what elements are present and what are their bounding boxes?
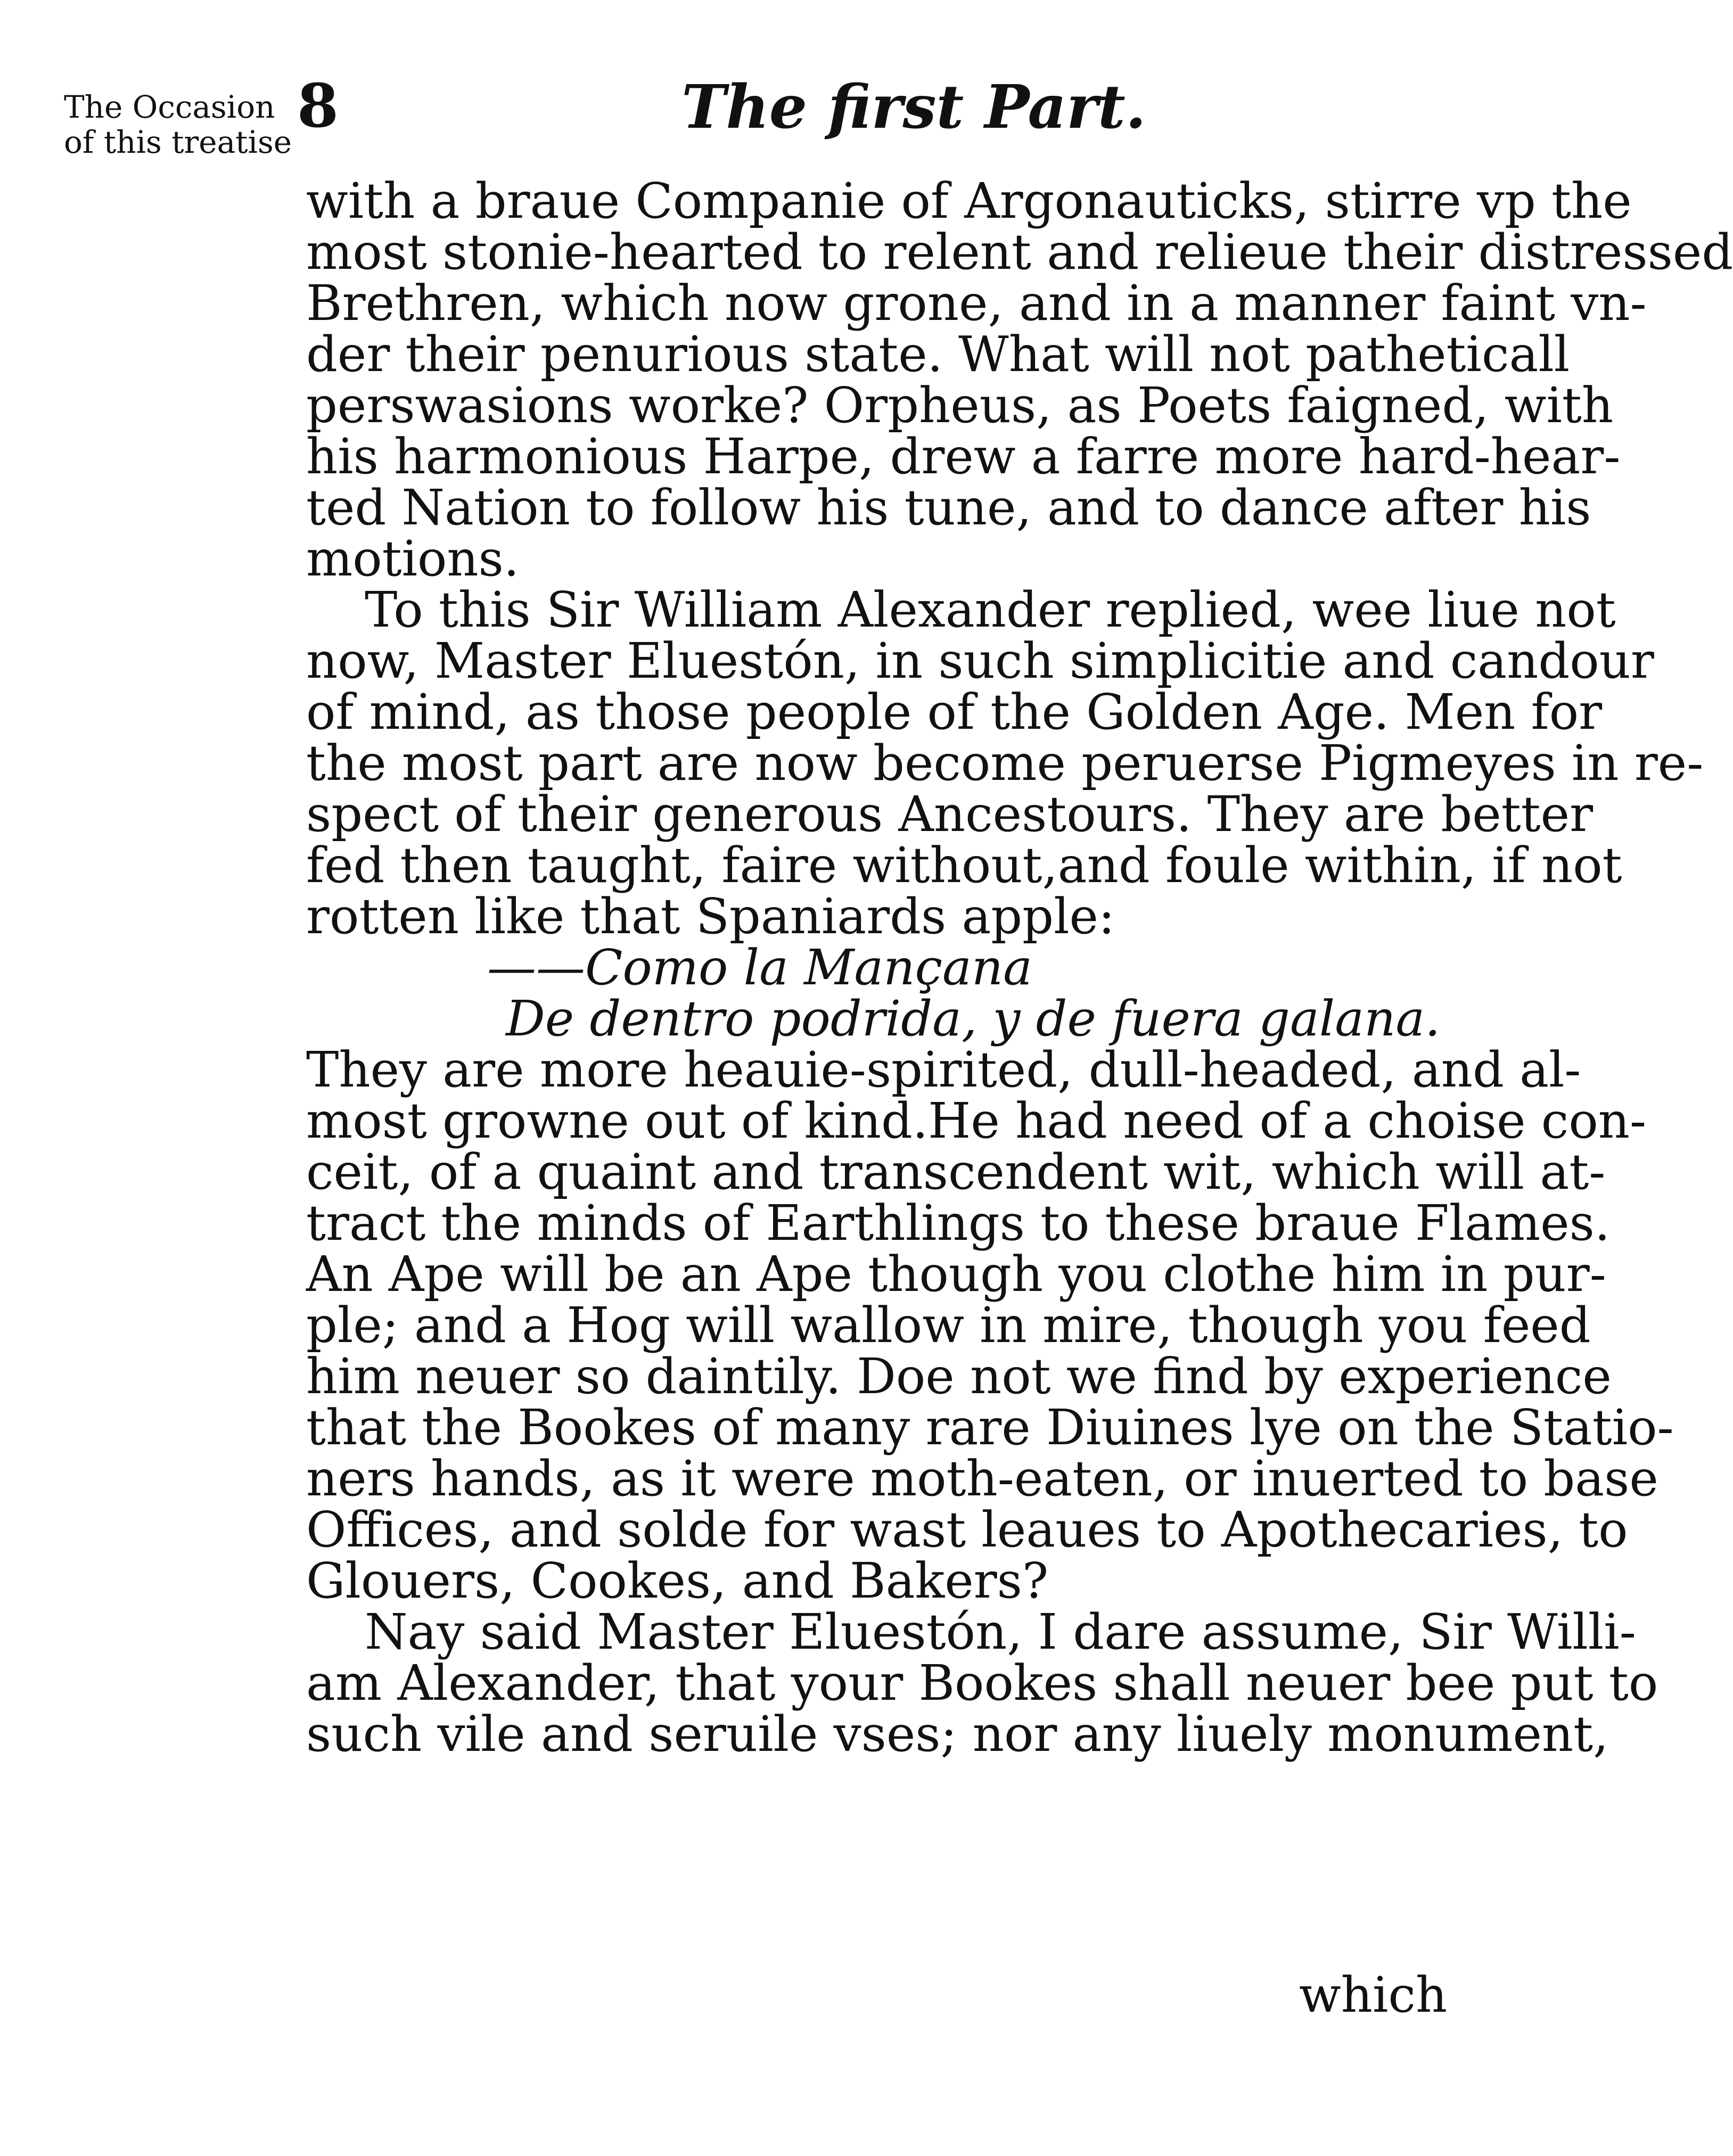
text-line: spect of their generous Ancestours. They are better (306, 786, 1594, 843)
text-line: him neuer so daintily. Doe not we find by experience (306, 1348, 1612, 1405)
text-line: They are more heauie-spirited, dull-headed, and al- (306, 1041, 1581, 1098)
text-line: Glouers, Cookes, and Bakers? (306, 1552, 1049, 1609)
text-line: with a braue Companie of Argonauticks, stirre vp the (306, 172, 1632, 229)
marginal-note: The Occasion of this treatise (64, 89, 292, 160)
text-line: of mind, as those people of the Golden Age. Men for (306, 684, 1603, 740)
text-line: now, Master Eluestón, in such simplicitie and candour (306, 632, 1654, 689)
catchword: which (1299, 1966, 1448, 2023)
text-line: his harmonious Harpe, drew a farre more hard-hear- (306, 428, 1621, 485)
running-head: The first Part. (681, 72, 1146, 142)
text-line: the most part are now become peruerse Pigmeyes in re- (306, 735, 1704, 792)
body-text (306, 172, 1733, 1763)
text-line: An Ape will be an Ape though you clothe him in pur- (306, 1246, 1606, 1303)
quoted-verse-line: De dentro podrida, y de fuera galana. (506, 990, 1441, 1047)
text-line: motions. (306, 530, 520, 587)
text-line: most growne out of kind.He had need of a choise con- (306, 1092, 1647, 1149)
text-line: rotten like that Spaniards apple: (306, 888, 1115, 945)
text-line: ceit, of a quaint and transcendent wit, which will at- (306, 1143, 1606, 1200)
text-line: Nay said Master Eluestón, I dare assume, Sir Willi- (365, 1603, 1636, 1660)
text-line: that the Bookes of many rare Diuines lye on the Statio- (306, 1399, 1674, 1456)
text-line: such vile and seruile vses; nor any liuely monument, (306, 1706, 1609, 1763)
text-line: der their penurious state. What will not patheticall (306, 326, 1570, 383)
text-line: To this Sir William Alexander replied, wee liue not (365, 581, 1616, 638)
text-line: ners hands, as it were moth-eaten, or inuerted to base (306, 1450, 1658, 1507)
text-line: fed then taught, faire without,and foule within, if not (306, 837, 1622, 894)
text-line: ple; and a Hog will wallow in mire, though you feed (306, 1297, 1591, 1354)
text-line: tract the minds of Earthlings to these braue Flames. (306, 1195, 1611, 1252)
text-line: Offices, and solde for wast leaues to Apothecaries, to (306, 1501, 1628, 1558)
text-line: most stonie-hearted to relent and relieue their distressed (306, 224, 1733, 281)
text-line: am Alexander, that your Bookes shall neuer bee put to (306, 1655, 1658, 1711)
text-line: perswasions worke? Orpheus, as Poets faigned, with (306, 377, 1614, 434)
text-line: Brethren, which now grone, and in a manner faint vn- (306, 275, 1647, 332)
text-line: ted Nation to follow his tune, and to dance after his (306, 479, 1591, 536)
quoted-verse-line: ——Como la Mançana (487, 939, 1032, 996)
page-number: 8 (297, 71, 339, 141)
